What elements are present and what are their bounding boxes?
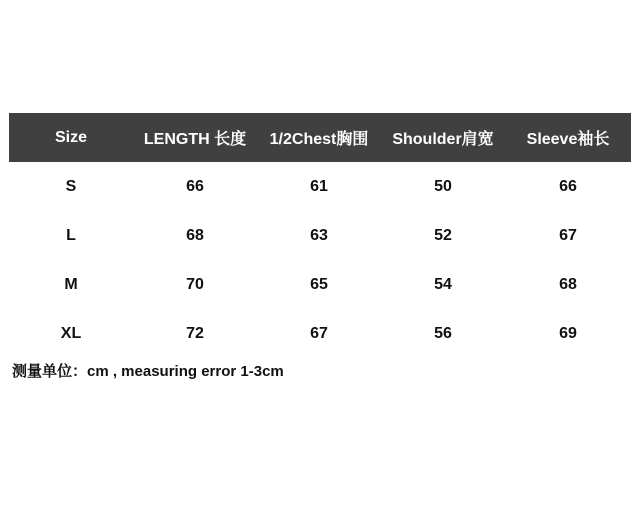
cell-length: 68 <box>186 226 204 244</box>
cell-sleeve: 67 <box>559 226 577 244</box>
cell-sleeve: 69 <box>559 324 577 342</box>
cell-shoulder: 54 <box>434 275 452 293</box>
table-row <box>9 260 631 309</box>
header-length: LENGTH 长度 <box>143 131 247 148</box>
cell-chest: 63 <box>310 226 328 244</box>
table-row <box>9 309 631 358</box>
cell-chest: 61 <box>310 177 328 195</box>
cell-size: S <box>65 177 77 195</box>
cell-size: L <box>66 226 76 244</box>
measurement-note: 测量单位：cm , measuring error 1-3cm <box>12 363 284 380</box>
cell-chest: 65 <box>310 275 328 293</box>
header-size: Size <box>54 128 87 146</box>
cell-shoulder: 50 <box>434 177 452 195</box>
cell-length: 70 <box>186 275 204 293</box>
cell-length: 66 <box>186 177 204 195</box>
cell-sleeve: 68 <box>559 275 577 293</box>
cell-shoulder: 52 <box>434 226 452 244</box>
cell-size: M <box>64 275 78 293</box>
header-sleeve: Sleeve袖长 <box>526 131 610 148</box>
cell-chest: 67 <box>310 324 328 342</box>
table-header-row <box>9 113 631 162</box>
cell-size: XL <box>60 324 82 342</box>
cell-shoulder: 56 <box>434 324 452 342</box>
table-row <box>9 162 631 211</box>
header-chest: 1/2Chest胸围 <box>269 131 369 148</box>
header-shoulder: Shoulder肩宽 <box>392 131 494 148</box>
size-chart-table <box>9 113 631 358</box>
cell-length: 72 <box>186 324 204 342</box>
table-row <box>9 211 631 260</box>
cell-sleeve: 66 <box>559 177 577 195</box>
